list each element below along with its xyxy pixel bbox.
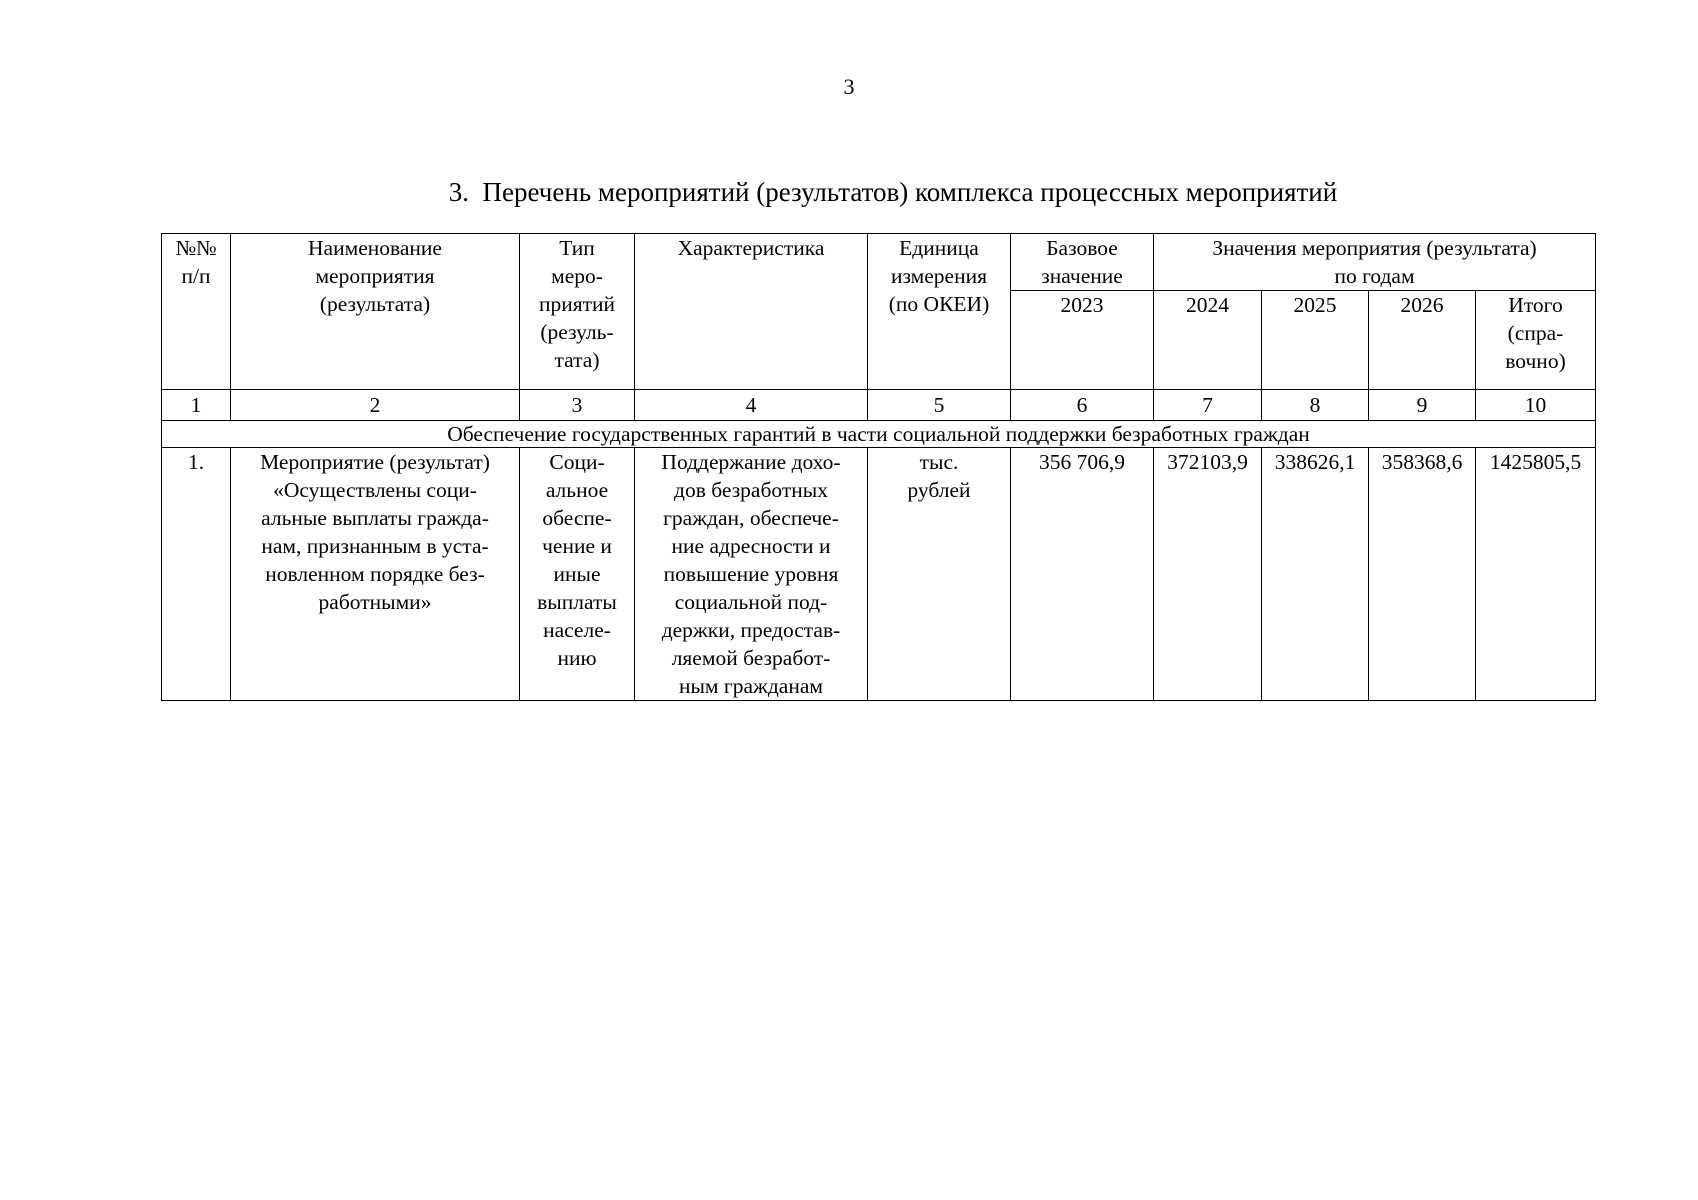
column-number: 8 (1262, 390, 1369, 421)
column-number: 3 (520, 390, 635, 421)
row-value-2026: 358368,6 (1369, 448, 1476, 701)
header-name: Наименование мероприятия (результата) (231, 234, 520, 390)
row-name: Мероприятие (результат) «Осуществлены соци- альные выплаты гражда- нам, признанным в уста- новленном порядке без- работными» (231, 448, 520, 701)
row-value-2024: 372103,9 (1154, 448, 1262, 701)
header-num: №№ п/п (162, 234, 231, 390)
page-number: 3 (843, 74, 855, 99)
measures-table (161, 233, 1596, 701)
column-number: 10 (1476, 390, 1596, 421)
row-type: Соци- альное обеспе- чение и иные выплаты населе- нию (520, 448, 635, 701)
row-total: 1425805,5 (1476, 448, 1596, 701)
column-number: 4 (635, 390, 868, 421)
header-base: Базовое значение (1011, 234, 1154, 291)
row-base-value: 356 706,9 (1011, 448, 1154, 701)
table-row (162, 448, 1596, 701)
column-numbers-row (162, 390, 1596, 421)
row-value-2025: 338626,1 (1262, 448, 1369, 701)
header-values-group: Значения мероприятия (результата) по годам (1154, 234, 1596, 291)
column-number: 5 (868, 390, 1011, 421)
column-number: 6 (1011, 390, 1154, 421)
section-title: Обеспечение государственных гарантий в части социальной поддержки безработных граждан (162, 421, 1596, 448)
header-year-2026: 2026 (1369, 291, 1476, 390)
row-unit: тыс. рублей (868, 448, 1011, 701)
column-number: 9 (1369, 390, 1476, 421)
section-row (162, 421, 1596, 448)
column-number: 2 (231, 390, 520, 421)
header-characteristic: Характеристика (635, 234, 868, 390)
header-type: Тип меро- приятий (резуль- тата) (520, 234, 635, 390)
column-number: 1 (162, 390, 231, 421)
row-characteristic: Поддержание дохо- дов безработных граждан, обеспече- ние адресности и повышение уровня социальной под- держки, предостав- ляемой безработ- ным гражданам (635, 448, 868, 701)
header-unit: Единица измерения (по ОКЕИ) (868, 234, 1011, 390)
header-year-2025: 2025 (1262, 291, 1369, 390)
header-total: Итого (спра- вочно) (1476, 291, 1596, 390)
document-title: 3. Перечень мероприятий (результатов) комплекса процессных мероприятий (448, 177, 1338, 207)
header-base-year: 2023 (1011, 291, 1154, 390)
column-number: 7 (1154, 390, 1262, 421)
header-year-2024: 2024 (1154, 291, 1262, 390)
header-row (162, 234, 1596, 291)
row-num: 1. (162, 448, 231, 701)
